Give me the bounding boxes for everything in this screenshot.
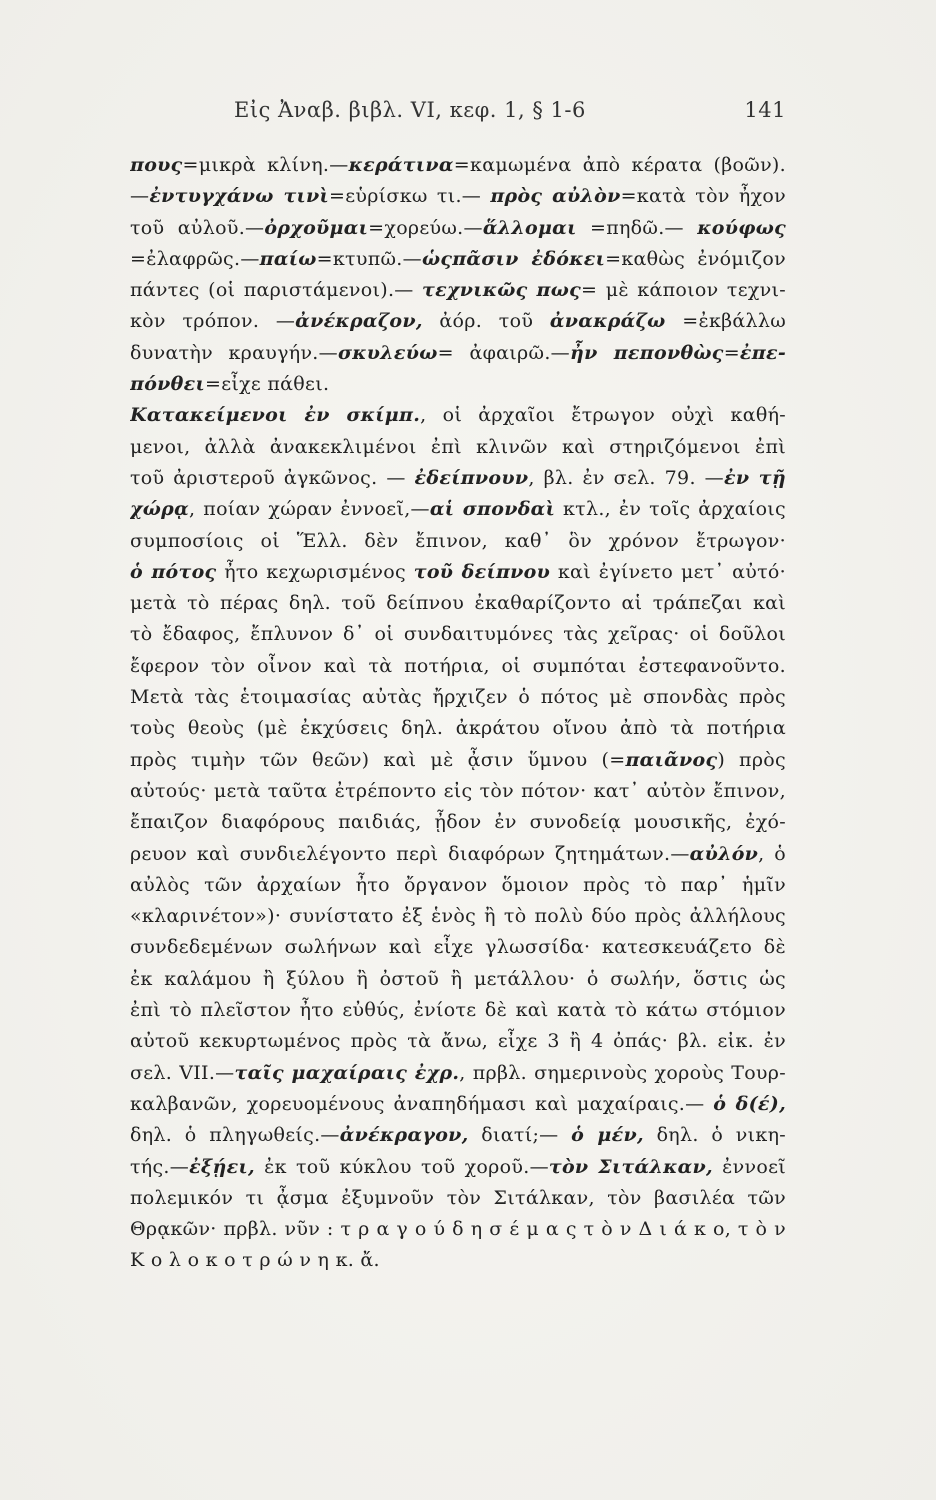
lemma-term: ἦν πεπονθὼς [569, 341, 724, 364]
gloss-text: μετὰ τὸ πέρας δηλ. τοῦ δείπνου ἐκαθαρίζοντο αἱ τράπεζαι καὶ [130, 592, 786, 615]
gloss-text: = ἀφαιρῶ.— [437, 341, 570, 364]
gloss-text: δηλ. ὁ πληγωθείς.— [130, 1124, 340, 1147]
lemma-term: ὀρχοῦμαι [264, 216, 369, 239]
text-line [130, 463, 786, 494]
gloss-text: , οἱ ἀρχαῖοι ἔτρωγον οὐχὶ καθή- [420, 404, 786, 427]
text-line [130, 1214, 786, 1245]
gloss-text: ἔφερον τὸν οἶνον καὶ τὰ ποτήρια, οἱ συμπόται ἐστεφανοῦντο. [130, 654, 786, 677]
gloss-text: καὶ ἐγίνετο μετ᾽ αὐτό· [550, 560, 786, 583]
lemma-term: πόνθει [130, 373, 205, 396]
text-line [130, 526, 786, 557]
lemma-term: ἅλλομαι [482, 216, 577, 239]
lemma-term: κούφως [697, 216, 786, 239]
text-line [130, 306, 786, 337]
gloss-text: πολεμικόν τι ᾆσμα ἐξυμνοῦν τὸν Σιτάλκαν, τὸν βασιλέα τῶν [130, 1186, 786, 1209]
text-line [130, 1183, 786, 1214]
text-line [130, 839, 786, 870]
text-line [130, 745, 786, 776]
commentary-text [130, 150, 786, 1277]
text-line [130, 369, 786, 400]
gloss-text: ἐκ καλάμου ἢ ξύλου ἢ ὀστοῦ ἢ μετάλλου· ὁ σωλήν, ὅστις ὡς [130, 967, 786, 990]
gloss-text: , ὁ [758, 842, 786, 865]
gloss-text: καλβανῶν, χορευομένους ἀναπηδήμασι καὶ μαχαίραις.— [130, 1092, 714, 1115]
gloss-text: = [723, 341, 740, 364]
lemma-term: ταῖς μαχαίραις ἐχρ. [234, 1061, 460, 1084]
gloss-text: πάντες (οἱ παριστάμενοι).— [130, 279, 423, 302]
lemma-term: ὁ δ(έ), [713, 1092, 786, 1115]
lemma-term: ὁ μέν, [571, 1124, 644, 1147]
gloss-text: ἦτο κεχωρισμένος [216, 560, 414, 583]
gloss-text: δηλ. ὁ νικη- [643, 1124, 786, 1147]
lemma-term: αἱ σπονδαὶ [429, 498, 556, 521]
lemma-term: πους [130, 154, 183, 176]
gloss-text: ἐπὶ τὸ πλεῖστον ἦτο εὐθύς, ἐνίοτε δὲ καὶ κατὰ τὸ κάτω στόμιον [130, 999, 786, 1022]
text-line [130, 619, 786, 650]
gloss-text: =εἶχε πάθει. [204, 373, 330, 396]
page-number: 141 [744, 98, 786, 122]
gloss-text: αὐτοῦ κεκυρτωμένος πρὸς τὰ ἄνω, εἶχε 3 ἢ 4 ὀπάς· βλ. εἰκ. ἐν [130, 1030, 786, 1053]
gloss-text: δυνατὴν κραυγήν.— [130, 341, 338, 364]
text-line [130, 1026, 786, 1057]
gloss-text: τὸ ἔδαφος, ἔπλυνον δ᾽ οἱ συνδαιτυμόνες τὰς χεῖρας· οἱ δοῦλοι [130, 623, 786, 646]
lemma-term: ἀνακράζω [549, 310, 666, 333]
gloss-text: , πρβλ. σημερινοὺς χοροὺς Τουρ- [459, 1061, 786, 1084]
gloss-text: συμποσίοις οἱ Ἕλλ. δὲν ἔπινον, καθ᾽ ὃν χρόνον ἔτρωγον· [130, 529, 786, 552]
gloss-text: αὐλὸς τῶν ἀρχαίων ἦτο ὄργανον ὅμοιον πρὸς τὸ παρ᾽ ἡμῖν [130, 873, 786, 896]
gloss-text: =ἐλαφρῶς.— [130, 247, 260, 270]
text-line [130, 932, 786, 963]
gloss-text: =πηδῶ.— [576, 216, 698, 239]
gloss-text: κὸν τρόπον. — [130, 310, 296, 333]
gloss-text: ἀόρ. τοῦ [422, 310, 550, 333]
page-header [150, 98, 786, 132]
text-line [130, 995, 786, 1026]
text-line [130, 651, 786, 682]
lemma-term: ὁ πότος [130, 560, 217, 583]
gloss-text: = μὲ κάποιον τεχνι- [581, 279, 786, 302]
lemma-term: ἐν τῇ [723, 466, 786, 489]
lemma-term: ἐδείπνουν [414, 466, 529, 489]
text-line [130, 1058, 786, 1089]
gloss-text: πρὸς τιμὴν τῶν θεῶν) καὶ μὲ ᾆσιν ὕμνου (= [130, 748, 626, 771]
lemma-term: παιᾶνος [625, 748, 718, 771]
text-line [130, 432, 786, 463]
lemma-term: παίω [259, 247, 317, 270]
gloss-text: Θρᾳκῶν· πρβλ. νῦν : τ ρ α γ ο ύ δ η σ έ μ α ς τ ὸ ν Δ ι ά κ ο, τ ὸ ν [130, 1218, 786, 1241]
lemma-term: ἀνέκραζον, [295, 310, 423, 333]
lemma-term: ὡςπᾶσιν ἐδόκει [421, 247, 606, 270]
lemma-term: ἀνέκραγον, [339, 1124, 469, 1147]
text-line [130, 181, 786, 212]
text-line [130, 713, 786, 744]
gloss-text: ) πρὸς [717, 748, 786, 771]
gloss-text: =καθὼς ἐνόμιζον [605, 247, 786, 270]
gloss-text: ἐκ τοῦ κύκλου τοῦ χοροῦ.— [254, 1155, 549, 1178]
gloss-text: τοῦ αὐλοῦ.— [130, 216, 265, 239]
gloss-text: — [130, 185, 150, 208]
gloss-text: =ἐκβάλλω [665, 310, 786, 333]
text-line [130, 338, 786, 369]
text-line [130, 964, 786, 995]
text-line [130, 494, 786, 525]
gloss-text: =κτυπῶ.— [316, 247, 422, 270]
gloss-text: =κατὰ τὸν ἦχον [620, 185, 786, 208]
lemma-term: τεχνικῶς πως [422, 279, 582, 302]
lemma-term: ἐξῄει, [189, 1155, 255, 1178]
lemma-term: Κατακείμενοι ἐν σκίμπ. [130, 404, 421, 427]
gloss-text: διατί;— [468, 1124, 572, 1147]
gloss-text: τοὺς θεοὺς (μὲ ἐκχύσεις δηλ. ἀκράτου οἴνου ἀπὸ τὰ ποτήρια [130, 717, 786, 740]
lemma-term: κεράτινα [348, 154, 454, 176]
gloss-text: Μετὰ τὰς ἑτοιμασίας αὐτὰς ἤρχιζεν ὁ πότος μὲ σπονδὰς πρὸς [130, 686, 786, 709]
lemma-term: χώρᾳ [130, 498, 190, 521]
text-line [130, 244, 786, 275]
lemma-term: αὐλόν [689, 842, 759, 865]
gloss-text: κτλ., ἐν τοῖς ἀρχαίοις [555, 498, 786, 521]
text-line [130, 557, 786, 588]
lemma-term: τοῦ δείπνου [413, 560, 551, 583]
gloss-text: =χορεύω.— [368, 216, 483, 239]
text-line [130, 682, 786, 713]
gloss-text: =μικρὰ κλίνη.— [182, 154, 349, 176]
text-line [130, 1089, 786, 1120]
gloss-text: ἔπαιζον διαφόρους παιδιάς, ᾖδον ἐν συνοδείᾳ μουσικῆς, ἐχό- [130, 811, 786, 834]
running-head: Εἰς Ἀναβ. βιβλ. VI, κεφ. 1, § 1-6 [234, 98, 586, 122]
gloss-text: συνδεδεμένων σωλήνων καὶ εἶχε γλωσσίδα· κατεσκευάζετο δὲ [130, 936, 786, 959]
text-line [130, 870, 786, 901]
lemma-term: ἐντυγχάνω τινὶ [149, 185, 329, 208]
gloss-text: μενοι, ἀλλὰ ἀνακεκλιμένοι ἐπὶ κλινῶν καὶ στηριζόμενοι ἐπὶ [130, 435, 786, 458]
gloss-text: ρευον καὶ συνδιελέγοντο περὶ διαφόρων ζητημάτων.— [130, 842, 690, 865]
gloss-text: , βλ. ἐν σελ. 79. — [528, 466, 724, 489]
text-line [130, 1245, 786, 1276]
gloss-text: ἐννοεῖ [712, 1155, 786, 1178]
lemma-term: τὸν Σιτάλκαν, [548, 1155, 713, 1178]
text-line [130, 807, 786, 838]
text-line [130, 588, 786, 619]
lemma-term: σκυλεύω [337, 341, 438, 364]
gloss-text: αὐτούς· μετὰ ταῦτα ἐτρέποντο εἰς τὸν πότον· κατ᾽ αὐτὸν ἔπινον, [130, 779, 786, 802]
text-line [130, 275, 786, 306]
text-line [130, 776, 786, 807]
gloss-text: «κλαρινέτον»)· συνίστατο ἐξ ἑνὸς ἢ τὸ πολὺ δύο πρὸς ἀλλήλους [130, 905, 786, 928]
gloss-text: =εὑρίσκω τι.— [329, 185, 491, 208]
gloss-text: , ποίαν χώραν ἐννοεῖ,— [189, 498, 430, 521]
gloss-text: τής.— [130, 1155, 190, 1178]
gloss-text: =καμωμένα ἀπὸ κέρατα (βοῶν). [453, 154, 786, 176]
lemma-term: ἐπε- [739, 341, 786, 364]
text-line [130, 1152, 786, 1183]
gloss-text: τοῦ ἀριστεροῦ ἀγκῶνος. — [130, 466, 415, 489]
lemma-term: πρὸς αὐλὸν [490, 185, 621, 208]
gloss-text: Κ ο λ ο κ ο τ ρ ώ ν η κ. ἄ. [130, 1249, 380, 1272]
text-line [130, 1120, 786, 1151]
gloss-text: σελ. VII.— [130, 1061, 235, 1084]
text-line [130, 213, 786, 244]
text-line [130, 150, 786, 181]
text-line [130, 400, 786, 431]
text-line [130, 901, 786, 932]
